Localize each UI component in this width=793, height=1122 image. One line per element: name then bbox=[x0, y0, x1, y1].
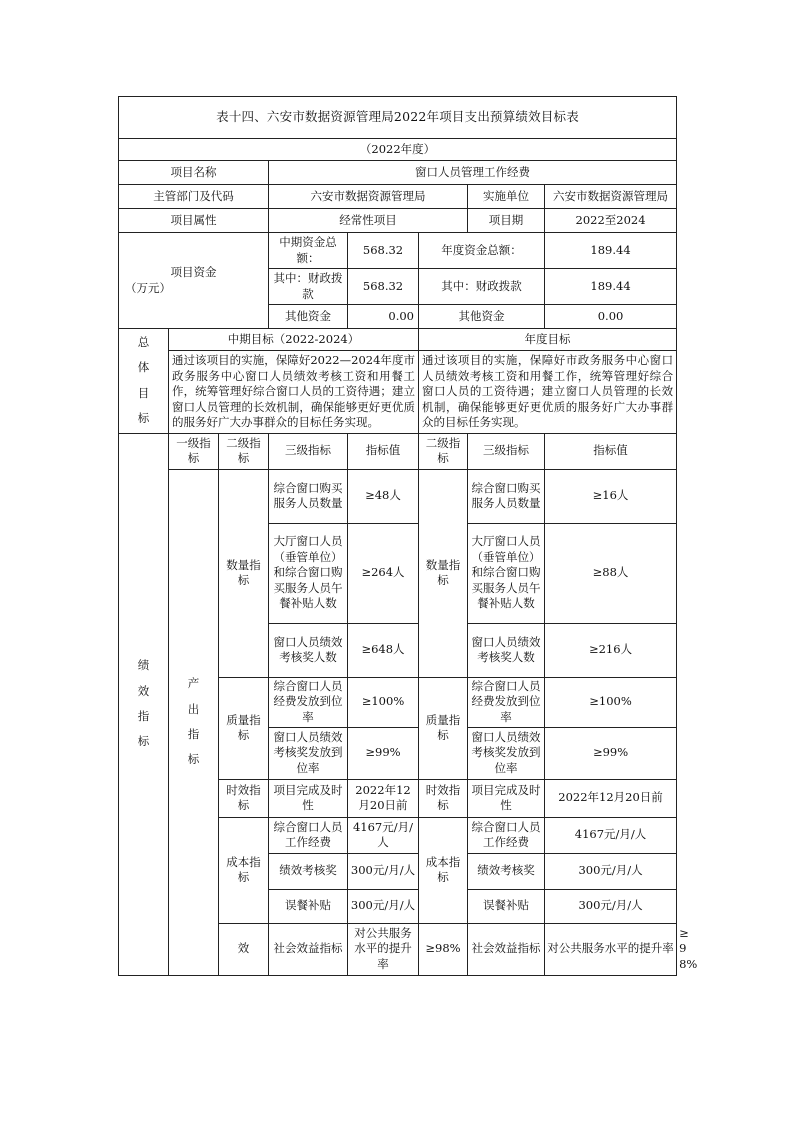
annual-total-label: 年度资金总额： bbox=[419, 233, 545, 269]
quantity-label-annual: 数量指标 bbox=[419, 469, 468, 677]
overall-goal-char: 标 bbox=[137, 411, 150, 426]
quantity-name-mid: 窗口人员绩效考核奖人数 bbox=[269, 623, 348, 677]
quantity-name-mid: 综合窗口购买服务人员数量 bbox=[269, 469, 348, 523]
quantity-value-mid: ≥264人 bbox=[348, 523, 419, 623]
year-label: （2022年度） bbox=[119, 139, 677, 161]
social-name-mid: 对公共服务水平的提升率 bbox=[348, 923, 419, 975]
annual-total-value: 189.44 bbox=[545, 233, 677, 269]
project-name-label: 项目名称 bbox=[119, 161, 269, 185]
mid-goal-text: 通过该项目的实施，保障好2022—2024年度市政务服务中心窗口人员绩效考核工资和用餐工作，统筹管理好综合窗口人员的工资待遇；建立窗口人员管理的长效机制，确保能够更好更优质的服务好广大办事群众的目标任务实现。 bbox=[169, 351, 419, 434]
quantity-label-mid: 数量指标 bbox=[219, 469, 269, 677]
table-title: 表十四、六安市数据资源管理局2022年项目支出预算绩效目标表 bbox=[119, 97, 677, 139]
annual-fiscal-value: 189.44 bbox=[545, 269, 677, 305]
timeliness-value-mid: 2022年12月20日前 bbox=[348, 779, 419, 817]
funds-label-line1: 项目资金 bbox=[170, 264, 217, 279]
annual-goal-text: 通过该项目的实施，保障好市政务服务中心窗口人员绩效考核工资和用餐工作，统筹管理好综合窗口人员的工资待遇；建立窗口人员管理的长效机制，确保能够更好更优质的服务好广大办事群众的目标任务实现。 bbox=[419, 351, 677, 434]
performance-indicator-label bbox=[119, 433, 169, 975]
effect-indicator-label: 效 bbox=[219, 923, 269, 975]
social-label-mid: 社会效益指标 bbox=[269, 923, 348, 975]
overall-goal-char: 体 bbox=[137, 360, 150, 375]
annual-goal-header: 年度目标 bbox=[419, 329, 677, 351]
mid-total-value: 568.32 bbox=[348, 233, 419, 269]
timeliness-name-mid: 项目完成及时性 bbox=[269, 779, 348, 817]
social-name-annual: 对公共服务水平的提升率 bbox=[545, 923, 677, 975]
funds-label bbox=[119, 233, 269, 329]
output-char: 产 bbox=[187, 676, 200, 691]
cost-value-annual: 300元/月/人 bbox=[545, 889, 677, 923]
funds-label-line2: （万元） bbox=[125, 280, 171, 295]
cost-label-annual: 成本指标 bbox=[419, 817, 468, 923]
quality-value-annual: ≥99% bbox=[545, 727, 677, 779]
annual-other-value: 0.00 bbox=[545, 305, 677, 329]
quantity-value-annual: ≥88人 bbox=[545, 523, 677, 623]
dept-value: 六安市数据资源管理局 bbox=[269, 185, 468, 209]
cost-name-mid: 综合窗口人员工作经费 bbox=[269, 817, 348, 853]
mid-fiscal-label: 其中：财政拨款 bbox=[269, 269, 348, 305]
overall-goal-char: 目 bbox=[137, 385, 150, 400]
overall-goal-char: 总 bbox=[137, 335, 150, 350]
impl-label: 实施单位 bbox=[468, 185, 545, 209]
social-value-mid: ≥98% bbox=[419, 923, 468, 975]
header-level2: 二级指标 bbox=[219, 433, 269, 469]
cost-value-mid: 300元/月/人 bbox=[348, 889, 419, 923]
cost-label-mid: 成本指标 bbox=[219, 817, 269, 923]
cost-name-mid: 误餐补贴 bbox=[269, 889, 348, 923]
quantity-value-mid: ≥48人 bbox=[348, 469, 419, 523]
mid-fiscal-value: 568.32 bbox=[348, 269, 419, 305]
cost-value-annual: 300元/月/人 bbox=[545, 853, 677, 889]
timeliness-name-annual: 项目完成及时性 bbox=[468, 779, 545, 817]
impl-value: 六安市数据资源管理局 bbox=[545, 185, 677, 209]
quality-name-annual: 综合窗口人员经费发放到位率 bbox=[468, 677, 545, 727]
performance-goal-table: 表十四、六安市数据资源管理局2022年项目支出预算绩效目标表 （2022年度） 项目名称 窗口人员管理工作经费 主管部门及代码 六安市数据资源管理局 实施单位 六安市数据资源管理局 项目属性 经常性项目 项目期 2022至2024 项目资金 （万元） 中期资金总额： 568.32 年度资金总额： 189.44 其中：财政拨款 568.32 其中：财政拨款 189.44 其他资金 0.00 其他资金 0.00 总 体 目 标 中期目标（2022-2024） 年度目标 通过该项目的实施，保障好2022—2024年度市政务服务中心窗口人员绩效考核工资和用餐工作，统筹管理好综合窗口人员的工资待遇；建立窗口人员管理的长效机制，确保能够更好更优质的服务好广大办事群众的目标任务实现。 通过该项目的实施，保障好市政务服务中心窗口人员绩效考核工资和用餐工作，统筹管理好综合窗口人员的工资待遇；建立窗口人员管理的长效机制，确保能够更好更优质的服务好广大办事群众的目标任务实现。 绩 效 指 标 一级指标 二级指标 三级指标 指标值 二级指标 三级指标 指标值 产 出 指 标 数量指标 综合窗口购买服务人员数量 ≥48人 数量指标 综合窗口购买服务人员数量 ≥16人 大厅窗口人员（垂管单位）和综合窗口购买服务人员午餐补贴人数 ≥264人 大厅窗口人员（垂管单位）和综合窗口购买服务人员午餐补贴人数 ≥88人 窗口人员绩效考核奖人数 ≥648人 窗口人员绩效考核奖人数 ≥216人 质量指标 综合窗口人员经费发放到位率 ≥100% 质量指标 综合窗口人员经费发放到位率 ≥100% 窗口人员绩效考核奖发放到位率 ≥99% 窗口人员绩效考核奖发放到位率 ≥99% 时效指标 项目完成及时性 2022年12月20日前 时效指标 项目完成及时性 2022年12月20日前 成本指标 综合窗口人员工作经费 4167元/月/人 成本指标 综合窗口人员工作经费 4167元/月/人 绩效考核奖 300元/月/人 绩效考核奖 300元/月/人 误餐补贴 300元/月/人 误餐补贴 300元/月/人 效 社会效益指标 对公共服务水平的提升率 ≥98% 社会效益指标 对公共服务水平的提升率 ≥98% bbox=[118, 96, 677, 976]
indicator-char: 标 bbox=[137, 734, 150, 749]
cost-name-annual: 绩效考核奖 bbox=[468, 853, 545, 889]
quantity-value-annual: ≥16人 bbox=[545, 469, 677, 523]
cost-value-mid: 4167元/月/人 bbox=[348, 817, 419, 853]
quality-value-mid: ≥99% bbox=[348, 727, 419, 779]
quantity-value-mid: ≥648人 bbox=[348, 623, 419, 677]
header-value-annual: 指标值 bbox=[545, 433, 677, 469]
quantity-name-annual: 综合窗口购买服务人员数量 bbox=[468, 469, 545, 523]
header-level1: 一级指标 bbox=[169, 433, 219, 469]
header-level3: 三级指标 bbox=[269, 433, 348, 469]
cost-value-mid: 300元/月/人 bbox=[348, 853, 419, 889]
output-char: 出 bbox=[187, 701, 200, 716]
quantity-name-annual: 大厅窗口人员（垂管单位）和综合窗口购买服务人员午餐补贴人数 bbox=[468, 523, 545, 623]
quality-value-mid: ≥100% bbox=[348, 677, 419, 727]
header-value: 指标值 bbox=[348, 433, 419, 469]
performance-goal-document bbox=[118, 96, 698, 976]
quantity-name-mid: 大厅窗口人员（垂管单位）和综合窗口购买服务人员午餐补贴人数 bbox=[269, 523, 348, 623]
quality-name-mid: 窗口人员绩效考核奖发放到位率 bbox=[269, 727, 348, 779]
output-indicator-label bbox=[169, 469, 219, 975]
output-char: 标 bbox=[187, 752, 200, 767]
header-level3-annual: 三级指标 bbox=[468, 433, 545, 469]
indicator-char: 效 bbox=[137, 683, 150, 698]
mid-goal-header: 中期目标（2022-2024） bbox=[169, 329, 419, 351]
timeliness-label-annual: 时效指标 bbox=[419, 779, 468, 817]
indicator-char: 绩 bbox=[137, 658, 150, 673]
quality-label-annual: 质量指标 bbox=[419, 677, 468, 779]
output-char: 指 bbox=[187, 727, 200, 742]
cost-name-annual: 综合窗口人员工作经费 bbox=[468, 817, 545, 853]
overall-goal-label bbox=[119, 329, 169, 434]
mid-other-value: 0.00 bbox=[348, 305, 419, 329]
cost-name-annual: 误餐补贴 bbox=[468, 889, 545, 923]
cost-name-mid: 绩效考核奖 bbox=[269, 853, 348, 889]
period-label: 项目期 bbox=[468, 209, 545, 233]
quality-name-annual: 窗口人员绩效考核奖发放到位率 bbox=[468, 727, 545, 779]
annual-fiscal-label: 其中：财政拨款 bbox=[419, 269, 545, 305]
mid-total-label: 中期资金总额： bbox=[269, 233, 348, 269]
quality-label-mid: 质量指标 bbox=[219, 677, 269, 779]
quantity-name-annual: 窗口人员绩效考核奖人数 bbox=[468, 623, 545, 677]
quantity-value-annual: ≥216人 bbox=[545, 623, 677, 677]
dept-label: 主管部门及代码 bbox=[119, 185, 269, 209]
social-label-annual: 社会效益指标 bbox=[468, 923, 545, 975]
annual-other-label: 其他资金 bbox=[419, 305, 545, 329]
project-name-value: 窗口人员管理工作经费 bbox=[269, 161, 677, 185]
indicator-char: 指 bbox=[137, 709, 150, 724]
header-level2-annual: 二级指标 bbox=[419, 433, 468, 469]
quality-value-annual: ≥100% bbox=[545, 677, 677, 727]
attr-value: 经常性项目 bbox=[269, 209, 468, 233]
quality-name-mid: 综合窗口人员经费发放到位率 bbox=[269, 677, 348, 727]
attr-label: 项目属性 bbox=[119, 209, 269, 233]
timeliness-value-annual: 2022年12月20日前 bbox=[545, 779, 677, 817]
cost-value-annual: 4167元/月/人 bbox=[545, 817, 677, 853]
timeliness-label-mid: 时效指标 bbox=[219, 779, 269, 817]
mid-other-label: 其他资金 bbox=[269, 305, 348, 329]
period-value: 2022至2024 bbox=[545, 209, 677, 233]
